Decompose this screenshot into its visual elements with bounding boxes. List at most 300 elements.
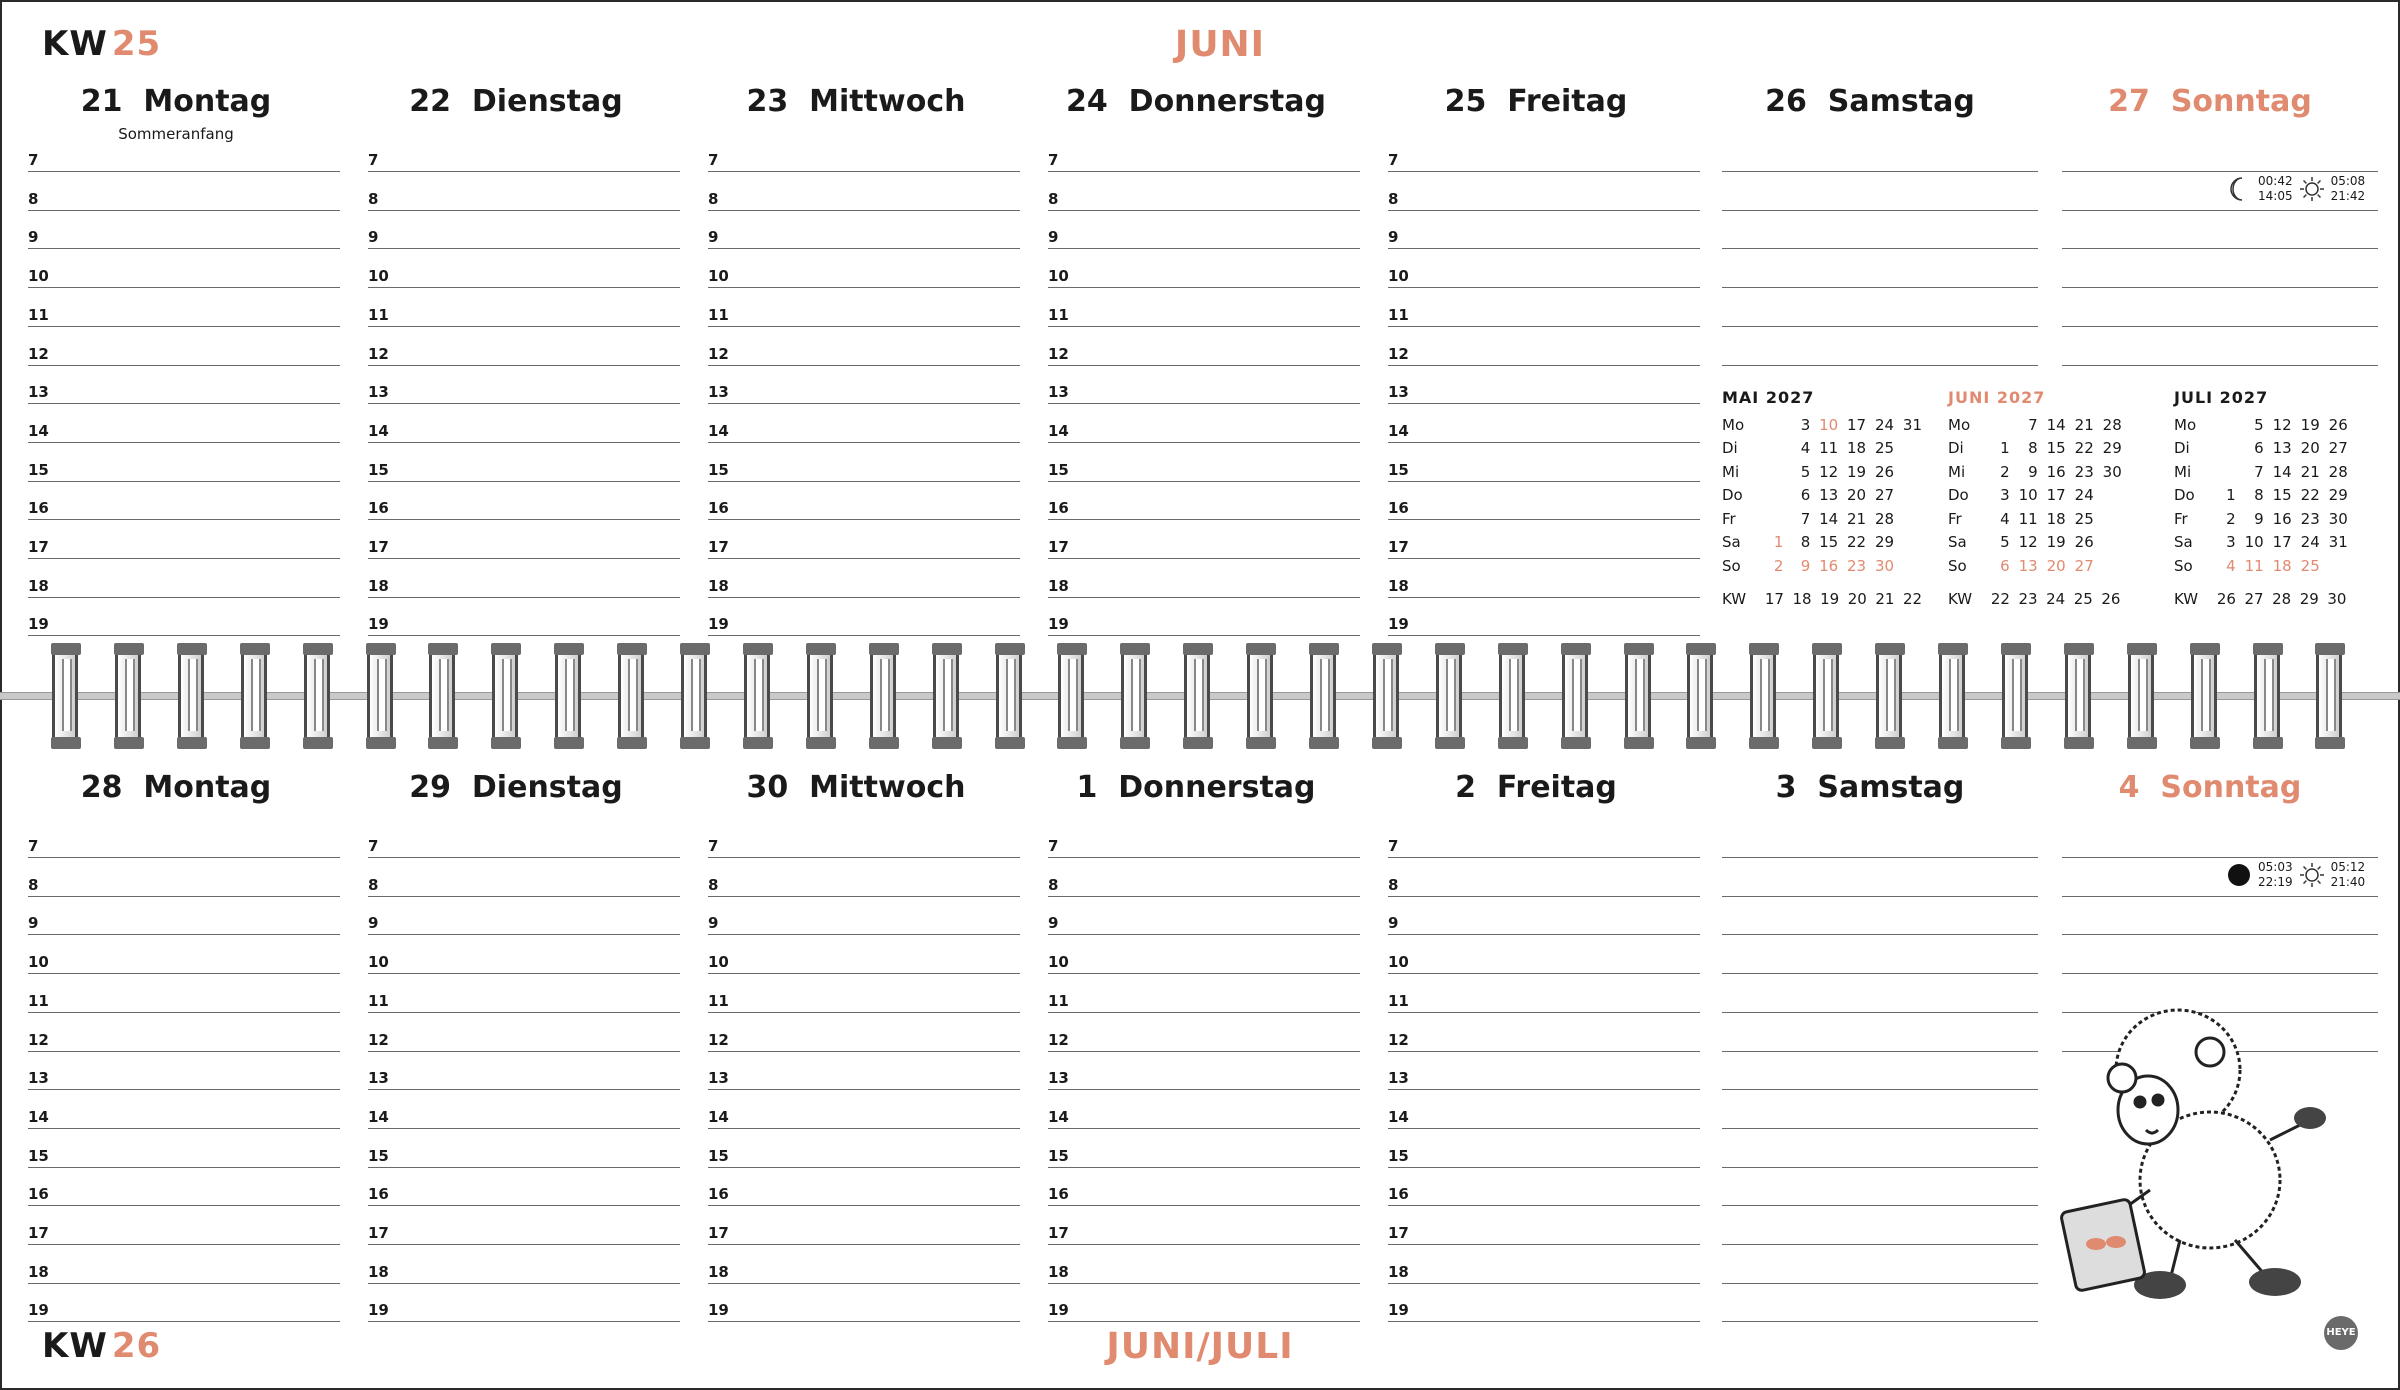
weekend-line[interactable] bbox=[1722, 867, 2038, 897]
kw-number: 19 bbox=[1820, 589, 1840, 608]
time-slot[interactable] bbox=[1388, 1254, 1700, 1284]
date-cell: 18 bbox=[1847, 439, 1867, 458]
date-cell bbox=[2094, 484, 2122, 508]
time-slot[interactable] bbox=[1388, 568, 1700, 598]
time-slot[interactable] bbox=[28, 1138, 340, 1168]
kw-number: 21 bbox=[1875, 589, 1895, 608]
time-slot[interactable] bbox=[708, 452, 1020, 482]
date-cell: 12 bbox=[1819, 462, 1839, 481]
hour-label: 9 bbox=[28, 228, 39, 247]
time-slot[interactable] bbox=[708, 983, 1020, 1013]
time-slot[interactable] bbox=[368, 867, 680, 897]
time-slot[interactable] bbox=[368, 258, 680, 288]
time-slot[interactable] bbox=[28, 1215, 340, 1245]
weekend-line[interactable] bbox=[1722, 1138, 2038, 1168]
weekend-line[interactable] bbox=[2062, 219, 2378, 249]
weekend-line[interactable] bbox=[2062, 828, 2378, 858]
time-slot[interactable] bbox=[708, 905, 1020, 935]
time-slot[interactable] bbox=[1388, 413, 1700, 443]
date-cell bbox=[2122, 507, 2148, 531]
time-slot[interactable] bbox=[708, 1022, 1020, 1052]
date-cell: 30 bbox=[1874, 556, 1895, 575]
time-slot[interactable] bbox=[368, 452, 680, 482]
time-slot[interactable] bbox=[708, 490, 1020, 520]
time-slot[interactable] bbox=[28, 374, 340, 404]
time-slot[interactable] bbox=[1048, 1060, 1360, 1090]
time-slot[interactable] bbox=[28, 258, 340, 288]
weekend-line[interactable] bbox=[1722, 181, 2038, 211]
weekend-line[interactable] bbox=[2062, 944, 2378, 974]
time-slot[interactable] bbox=[368, 606, 680, 636]
day-title bbox=[1388, 770, 1684, 805]
hour-label: 18 bbox=[368, 1262, 389, 1281]
time-slot[interactable] bbox=[28, 1176, 340, 1206]
time-slot[interactable] bbox=[1048, 142, 1360, 172]
day-column bbox=[1388, 84, 1684, 644]
time-slot[interactable] bbox=[28, 983, 340, 1013]
time-slot[interactable] bbox=[1048, 568, 1360, 598]
time-slot[interactable] bbox=[708, 297, 1020, 327]
hour-label: 7 bbox=[1388, 837, 1399, 855]
weekend-line[interactable] bbox=[1722, 828, 2038, 858]
hour-label: 14 bbox=[1048, 1107, 1069, 1126]
hour-label: 12 bbox=[28, 1030, 49, 1049]
weekend-line[interactable] bbox=[2062, 336, 2378, 366]
hour-label: 14 bbox=[28, 1107, 49, 1126]
time-slot[interactable] bbox=[1388, 1176, 1700, 1206]
day-title bbox=[28, 84, 324, 119]
weekend-line[interactable] bbox=[1722, 1099, 2038, 1129]
hour-label: 17 bbox=[708, 538, 729, 556]
mini-calendar bbox=[2174, 388, 2374, 608]
time-slot[interactable] bbox=[708, 258, 1020, 288]
date-cell: 24 bbox=[1874, 415, 1895, 434]
weekend-line[interactable] bbox=[2062, 258, 2378, 288]
time-slot[interactable] bbox=[368, 219, 680, 249]
time-slot[interactable] bbox=[708, 181, 1020, 211]
day-number: 25 bbox=[1444, 84, 1487, 119]
date-cell bbox=[1894, 554, 1922, 578]
sun-time: 21:40 bbox=[2330, 875, 2366, 889]
hour-label: 15 bbox=[708, 460, 729, 479]
weekday-label: Mi bbox=[1948, 462, 1966, 481]
time-slot[interactable] bbox=[1388, 983, 1700, 1013]
date-cell: 14 bbox=[2046, 415, 2066, 434]
hour-label: 15 bbox=[1048, 460, 1069, 479]
weekend-line[interactable] bbox=[1722, 219, 2038, 249]
moon-sun-times bbox=[2226, 174, 2365, 204]
time-slot[interactable] bbox=[28, 606, 340, 636]
time-slot[interactable] bbox=[708, 828, 1020, 858]
hour-label: 17 bbox=[1048, 538, 1069, 556]
time-slot[interactable] bbox=[368, 828, 680, 858]
time-slot[interactable] bbox=[1048, 297, 1360, 327]
time-slot[interactable] bbox=[1388, 529, 1700, 559]
hour-label: 18 bbox=[1048, 576, 1069, 595]
hour-label: 8 bbox=[28, 875, 39, 894]
binding-ring bbox=[1562, 644, 1588, 748]
time-slot[interactable] bbox=[368, 529, 680, 559]
weekend-line[interactable] bbox=[2062, 905, 2378, 935]
time-slot[interactable] bbox=[1388, 374, 1700, 404]
hour-label: 14 bbox=[368, 421, 389, 440]
day-name: Samstag bbox=[1827, 84, 1975, 119]
weekend-line[interactable] bbox=[1722, 1176, 2038, 1206]
hour-label: 12 bbox=[708, 1030, 729, 1049]
time-slot[interactable] bbox=[368, 413, 680, 443]
time-slot[interactable] bbox=[368, 983, 680, 1013]
hour-label: 13 bbox=[28, 383, 49, 402]
time-slot[interactable] bbox=[368, 1176, 680, 1206]
time-slot[interactable] bbox=[1048, 1176, 1360, 1206]
time-slot[interactable] bbox=[1048, 905, 1360, 935]
hour-label: 17 bbox=[1048, 1224, 1069, 1242]
date-cell: 8 bbox=[2254, 486, 2264, 505]
weekend-line[interactable] bbox=[1722, 336, 2038, 366]
time-slot[interactable] bbox=[1388, 1022, 1700, 1052]
date-cell bbox=[2094, 507, 2122, 531]
time-slot[interactable] bbox=[1048, 1215, 1360, 1245]
time-slot[interactable] bbox=[28, 413, 340, 443]
day-name: Freitag bbox=[1507, 84, 1628, 119]
time-slot[interactable] bbox=[708, 1215, 1020, 1245]
date-cell: 10 bbox=[1819, 415, 1839, 434]
date-cell bbox=[1756, 460, 1783, 484]
day-number: 30 bbox=[746, 770, 789, 805]
time-slot[interactable] bbox=[28, 142, 340, 172]
time-slot[interactable] bbox=[368, 142, 680, 172]
date-cell: 23 bbox=[2300, 509, 2320, 528]
day-name: Freitag bbox=[1496, 770, 1617, 805]
time-slot[interactable] bbox=[1388, 944, 1700, 974]
weekend-line[interactable] bbox=[1722, 297, 2038, 327]
kw-number bbox=[2346, 590, 2374, 608]
time-slot[interactable] bbox=[708, 1292, 1020, 1322]
day-name: Sonntag bbox=[2160, 770, 2302, 805]
binding-ring bbox=[2316, 644, 2342, 748]
date-cell bbox=[1756, 484, 1783, 508]
day-title bbox=[1722, 770, 2018, 805]
time-slot[interactable] bbox=[28, 568, 340, 598]
date-cell bbox=[2209, 413, 2236, 437]
time-slot[interactable] bbox=[708, 1254, 1020, 1284]
date-cell bbox=[2209, 437, 2236, 461]
weekday-label: Mi bbox=[1722, 462, 1740, 481]
time-slot[interactable] bbox=[1048, 374, 1360, 404]
hour-label: 9 bbox=[1388, 228, 1399, 247]
time-slot[interactable] bbox=[708, 568, 1020, 598]
time-slot[interactable] bbox=[1388, 452, 1700, 482]
day-name: Donnerstag bbox=[1118, 770, 1316, 805]
date-cell: 12 bbox=[2272, 415, 2292, 434]
time-slot[interactable] bbox=[1048, 867, 1360, 897]
hour-label: 9 bbox=[1388, 914, 1399, 933]
date-cell bbox=[2348, 531, 2374, 555]
hour-label: 13 bbox=[28, 1069, 49, 1088]
weekend-line[interactable] bbox=[1722, 1292, 2038, 1322]
time-slot[interactable] bbox=[1388, 181, 1700, 211]
date-cell: 23 bbox=[2074, 462, 2094, 481]
kw-number: 26 bbox=[2101, 589, 2121, 608]
kw-number: 23 bbox=[2018, 589, 2038, 608]
moon-sun-times bbox=[2226, 860, 2365, 890]
time-slot[interactable] bbox=[708, 1060, 1020, 1090]
kw-number: 20 bbox=[1847, 589, 1867, 608]
hour-label: 18 bbox=[368, 576, 389, 595]
week-numbers-row bbox=[1948, 590, 2148, 608]
date-cell: 26 bbox=[2074, 533, 2094, 552]
time-slot[interactable] bbox=[28, 1254, 340, 1284]
time-slot[interactable] bbox=[1048, 983, 1360, 1013]
date-cell: 11 bbox=[2018, 509, 2038, 528]
date-cell: 4 bbox=[2226, 556, 2236, 575]
time-slot[interactable] bbox=[708, 413, 1020, 443]
mini-calendar bbox=[1948, 388, 2148, 608]
hour-label: 12 bbox=[1048, 1030, 1069, 1049]
hour-label: 11 bbox=[1388, 305, 1409, 324]
time-slot[interactable] bbox=[1388, 297, 1700, 327]
weekday-label: Di bbox=[2174, 439, 2190, 458]
date-cell: 31 bbox=[1902, 415, 1922, 434]
time-slot[interactable] bbox=[368, 1292, 680, 1322]
time-slot[interactable] bbox=[1388, 1215, 1700, 1245]
date-cell: 2 bbox=[2000, 462, 2010, 481]
hour-label: 19 bbox=[708, 1301, 729, 1320]
time-slot[interactable] bbox=[1048, 336, 1360, 366]
weekend-line[interactable] bbox=[1722, 983, 2038, 1013]
date-cell: 16 bbox=[2046, 462, 2066, 481]
time-slot[interactable] bbox=[1388, 905, 1700, 935]
weekday-label: So bbox=[2174, 556, 2193, 575]
date-cell: 17 bbox=[2272, 533, 2292, 552]
day-number: 22 bbox=[409, 84, 452, 119]
date-cell: 29 bbox=[1874, 533, 1895, 552]
week-numbers-row bbox=[2174, 590, 2374, 608]
time-slot[interactable] bbox=[708, 606, 1020, 636]
binding-ring bbox=[115, 644, 141, 748]
weekend-line[interactable] bbox=[2062, 142, 2378, 172]
date-cell: 11 bbox=[1819, 439, 1839, 458]
time-slot[interactable] bbox=[1388, 336, 1700, 366]
hour-label: 18 bbox=[1048, 1262, 1069, 1281]
date-cell: 25 bbox=[2300, 556, 2320, 575]
hour-label: 8 bbox=[1388, 875, 1399, 894]
binding-ring bbox=[1625, 644, 1651, 748]
time-slot[interactable] bbox=[708, 1099, 1020, 1129]
time-slot[interactable] bbox=[368, 905, 680, 935]
time-slot[interactable] bbox=[1048, 490, 1360, 520]
time-slot[interactable] bbox=[368, 1099, 680, 1129]
date-cell: 21 bbox=[1847, 509, 1867, 528]
time-slot[interactable] bbox=[28, 297, 340, 327]
date-cell bbox=[2348, 460, 2374, 484]
time-slot[interactable] bbox=[1048, 1138, 1360, 1168]
hour-label: 11 bbox=[1048, 991, 1069, 1010]
date-cell: 17 bbox=[1847, 415, 1867, 434]
time-slot[interactable] bbox=[1048, 529, 1360, 559]
time-slot[interactable] bbox=[1048, 944, 1360, 974]
time-slot[interactable] bbox=[28, 1292, 340, 1322]
time-slot[interactable] bbox=[1048, 181, 1360, 211]
time-slot[interactable] bbox=[708, 374, 1020, 404]
date-cell: 30 bbox=[2102, 462, 2122, 481]
time-slot[interactable] bbox=[1388, 1099, 1700, 1129]
time-slot[interactable] bbox=[368, 336, 680, 366]
binding-ring bbox=[870, 644, 896, 748]
time-slot[interactable] bbox=[708, 1176, 1020, 1206]
date-cell: 20 bbox=[2046, 556, 2066, 575]
weekday-label: Di bbox=[1722, 439, 1738, 458]
time-slot[interactable] bbox=[708, 142, 1020, 172]
time-slot[interactable] bbox=[1388, 490, 1700, 520]
weekend-line[interactable] bbox=[1722, 258, 2038, 288]
time-slot[interactable] bbox=[368, 1215, 680, 1245]
binding-ring bbox=[1373, 644, 1399, 748]
time-slot[interactable] bbox=[1048, 1099, 1360, 1129]
day-number: 1 bbox=[1076, 770, 1098, 805]
time-slot[interactable] bbox=[1048, 452, 1360, 482]
date-cell: 20 bbox=[2300, 439, 2320, 458]
time-slot[interactable] bbox=[368, 944, 680, 974]
weekend-line[interactable] bbox=[1722, 944, 2038, 974]
kw-label: KW bbox=[1948, 589, 1973, 608]
day-column bbox=[708, 84, 1004, 644]
time-slot[interactable] bbox=[368, 568, 680, 598]
time-slot[interactable] bbox=[28, 181, 340, 211]
day-column bbox=[1048, 84, 1344, 644]
time-slot[interactable] bbox=[1048, 413, 1360, 443]
binding-ring bbox=[304, 644, 330, 748]
time-slot[interactable] bbox=[28, 944, 340, 974]
hour-label: 11 bbox=[368, 991, 389, 1010]
time-slot[interactable] bbox=[28, 828, 340, 858]
weekend-line[interactable] bbox=[1722, 905, 2038, 935]
binding-ring bbox=[241, 644, 267, 748]
date-cell bbox=[2094, 554, 2122, 578]
hour-label: 10 bbox=[28, 267, 49, 286]
date-cell: 6 bbox=[2254, 439, 2264, 458]
day-number: 23 bbox=[746, 84, 789, 119]
time-slot[interactable] bbox=[28, 452, 340, 482]
time-slot[interactable] bbox=[28, 219, 340, 249]
hour-label: 7 bbox=[1388, 151, 1399, 169]
time-slot[interactable] bbox=[368, 297, 680, 327]
hour-label: 9 bbox=[708, 914, 719, 933]
mini-calendar-title: JULI 2027 bbox=[2174, 388, 2269, 407]
day-title bbox=[2062, 84, 2358, 119]
hour-label: 18 bbox=[28, 1262, 49, 1281]
time-slot[interactable] bbox=[1388, 142, 1700, 172]
time-slot[interactable] bbox=[1388, 1060, 1700, 1090]
date-cell: 24 bbox=[2074, 486, 2094, 505]
date-cell bbox=[1894, 507, 1922, 531]
hour-label: 14 bbox=[1388, 1107, 1409, 1126]
time-slot[interactable] bbox=[28, 867, 340, 897]
time-slot[interactable] bbox=[28, 490, 340, 520]
hour-label: 19 bbox=[1388, 615, 1409, 634]
hour-label: 9 bbox=[708, 228, 719, 247]
time-slot[interactable] bbox=[1388, 258, 1700, 288]
weekend-line[interactable] bbox=[1722, 1215, 2038, 1245]
time-slot[interactable] bbox=[1048, 1254, 1360, 1284]
binding-ring bbox=[429, 644, 455, 748]
hour-label: 10 bbox=[1048, 953, 1069, 972]
day-name: Mittwoch bbox=[809, 84, 966, 119]
date-cell: 9 bbox=[2254, 509, 2264, 528]
time-slot[interactable] bbox=[28, 529, 340, 559]
time-slot[interactable] bbox=[708, 529, 1020, 559]
weekend-line[interactable] bbox=[1722, 142, 2038, 172]
time-slot[interactable] bbox=[708, 336, 1020, 366]
hour-label: 19 bbox=[1388, 1301, 1409, 1320]
time-slot[interactable] bbox=[1048, 1292, 1360, 1322]
time-slot[interactable] bbox=[368, 1060, 680, 1090]
weekday-label: Fr bbox=[2174, 509, 2188, 528]
date-cell: 3 bbox=[2000, 486, 2010, 505]
time-slot[interactable] bbox=[368, 490, 680, 520]
time-slot[interactable] bbox=[368, 374, 680, 404]
sun-time: 21:42 bbox=[2330, 189, 2366, 203]
binding-ring bbox=[52, 644, 78, 748]
time-slot[interactable] bbox=[708, 1138, 1020, 1168]
weekend-line[interactable] bbox=[1722, 1022, 2038, 1052]
kw-number: 22 bbox=[1902, 589, 1923, 608]
time-slot[interactable] bbox=[1048, 258, 1360, 288]
date-cell: 8 bbox=[2028, 439, 2038, 458]
time-slot[interactable] bbox=[28, 1022, 340, 1052]
time-slot[interactable] bbox=[708, 867, 1020, 897]
binding-ring bbox=[1310, 644, 1336, 748]
time-slot[interactable] bbox=[1388, 1138, 1700, 1168]
time-slot[interactable] bbox=[1048, 828, 1360, 858]
time-slot[interactable] bbox=[1388, 828, 1700, 858]
weekend-line[interactable] bbox=[1722, 1060, 2038, 1090]
time-slot[interactable] bbox=[28, 1099, 340, 1129]
weekend-line[interactable] bbox=[1722, 1254, 2038, 1284]
time-slot[interactable] bbox=[1388, 867, 1700, 897]
hour-label: 15 bbox=[28, 1146, 49, 1165]
time-slot[interactable] bbox=[368, 1022, 680, 1052]
time-slot[interactable] bbox=[368, 181, 680, 211]
time-slot[interactable] bbox=[1388, 219, 1700, 249]
time-slot[interactable] bbox=[708, 944, 1020, 974]
weekend-line[interactable] bbox=[2062, 297, 2378, 327]
time-slot[interactable] bbox=[1048, 606, 1360, 636]
time-slot[interactable] bbox=[708, 219, 1020, 249]
hour-label: 12 bbox=[28, 344, 49, 363]
time-slot[interactable] bbox=[1388, 1292, 1700, 1322]
time-slot[interactable] bbox=[28, 336, 340, 366]
month-title-top: JUNI bbox=[1174, 24, 1266, 65]
date-cell bbox=[1894, 460, 1922, 484]
hour-label: 9 bbox=[1048, 914, 1059, 933]
time-slot[interactable] bbox=[1048, 219, 1360, 249]
binding-ring bbox=[1499, 644, 1525, 748]
time-slot[interactable] bbox=[28, 905, 340, 935]
date-cell: 19 bbox=[2046, 533, 2066, 552]
kw-label: KW bbox=[42, 1326, 108, 1366]
day-title bbox=[708, 84, 1004, 119]
hour-label: 16 bbox=[1048, 499, 1069, 518]
time-slot[interactable] bbox=[1048, 1022, 1360, 1052]
time-slot[interactable] bbox=[28, 1060, 340, 1090]
binding-ring bbox=[555, 644, 581, 748]
time-slot[interactable] bbox=[368, 1254, 680, 1284]
date-cell: 16 bbox=[2272, 509, 2292, 528]
time-slot[interactable] bbox=[368, 1138, 680, 1168]
hour-label: 13 bbox=[368, 1069, 389, 1088]
time-slot[interactable] bbox=[1388, 606, 1700, 636]
